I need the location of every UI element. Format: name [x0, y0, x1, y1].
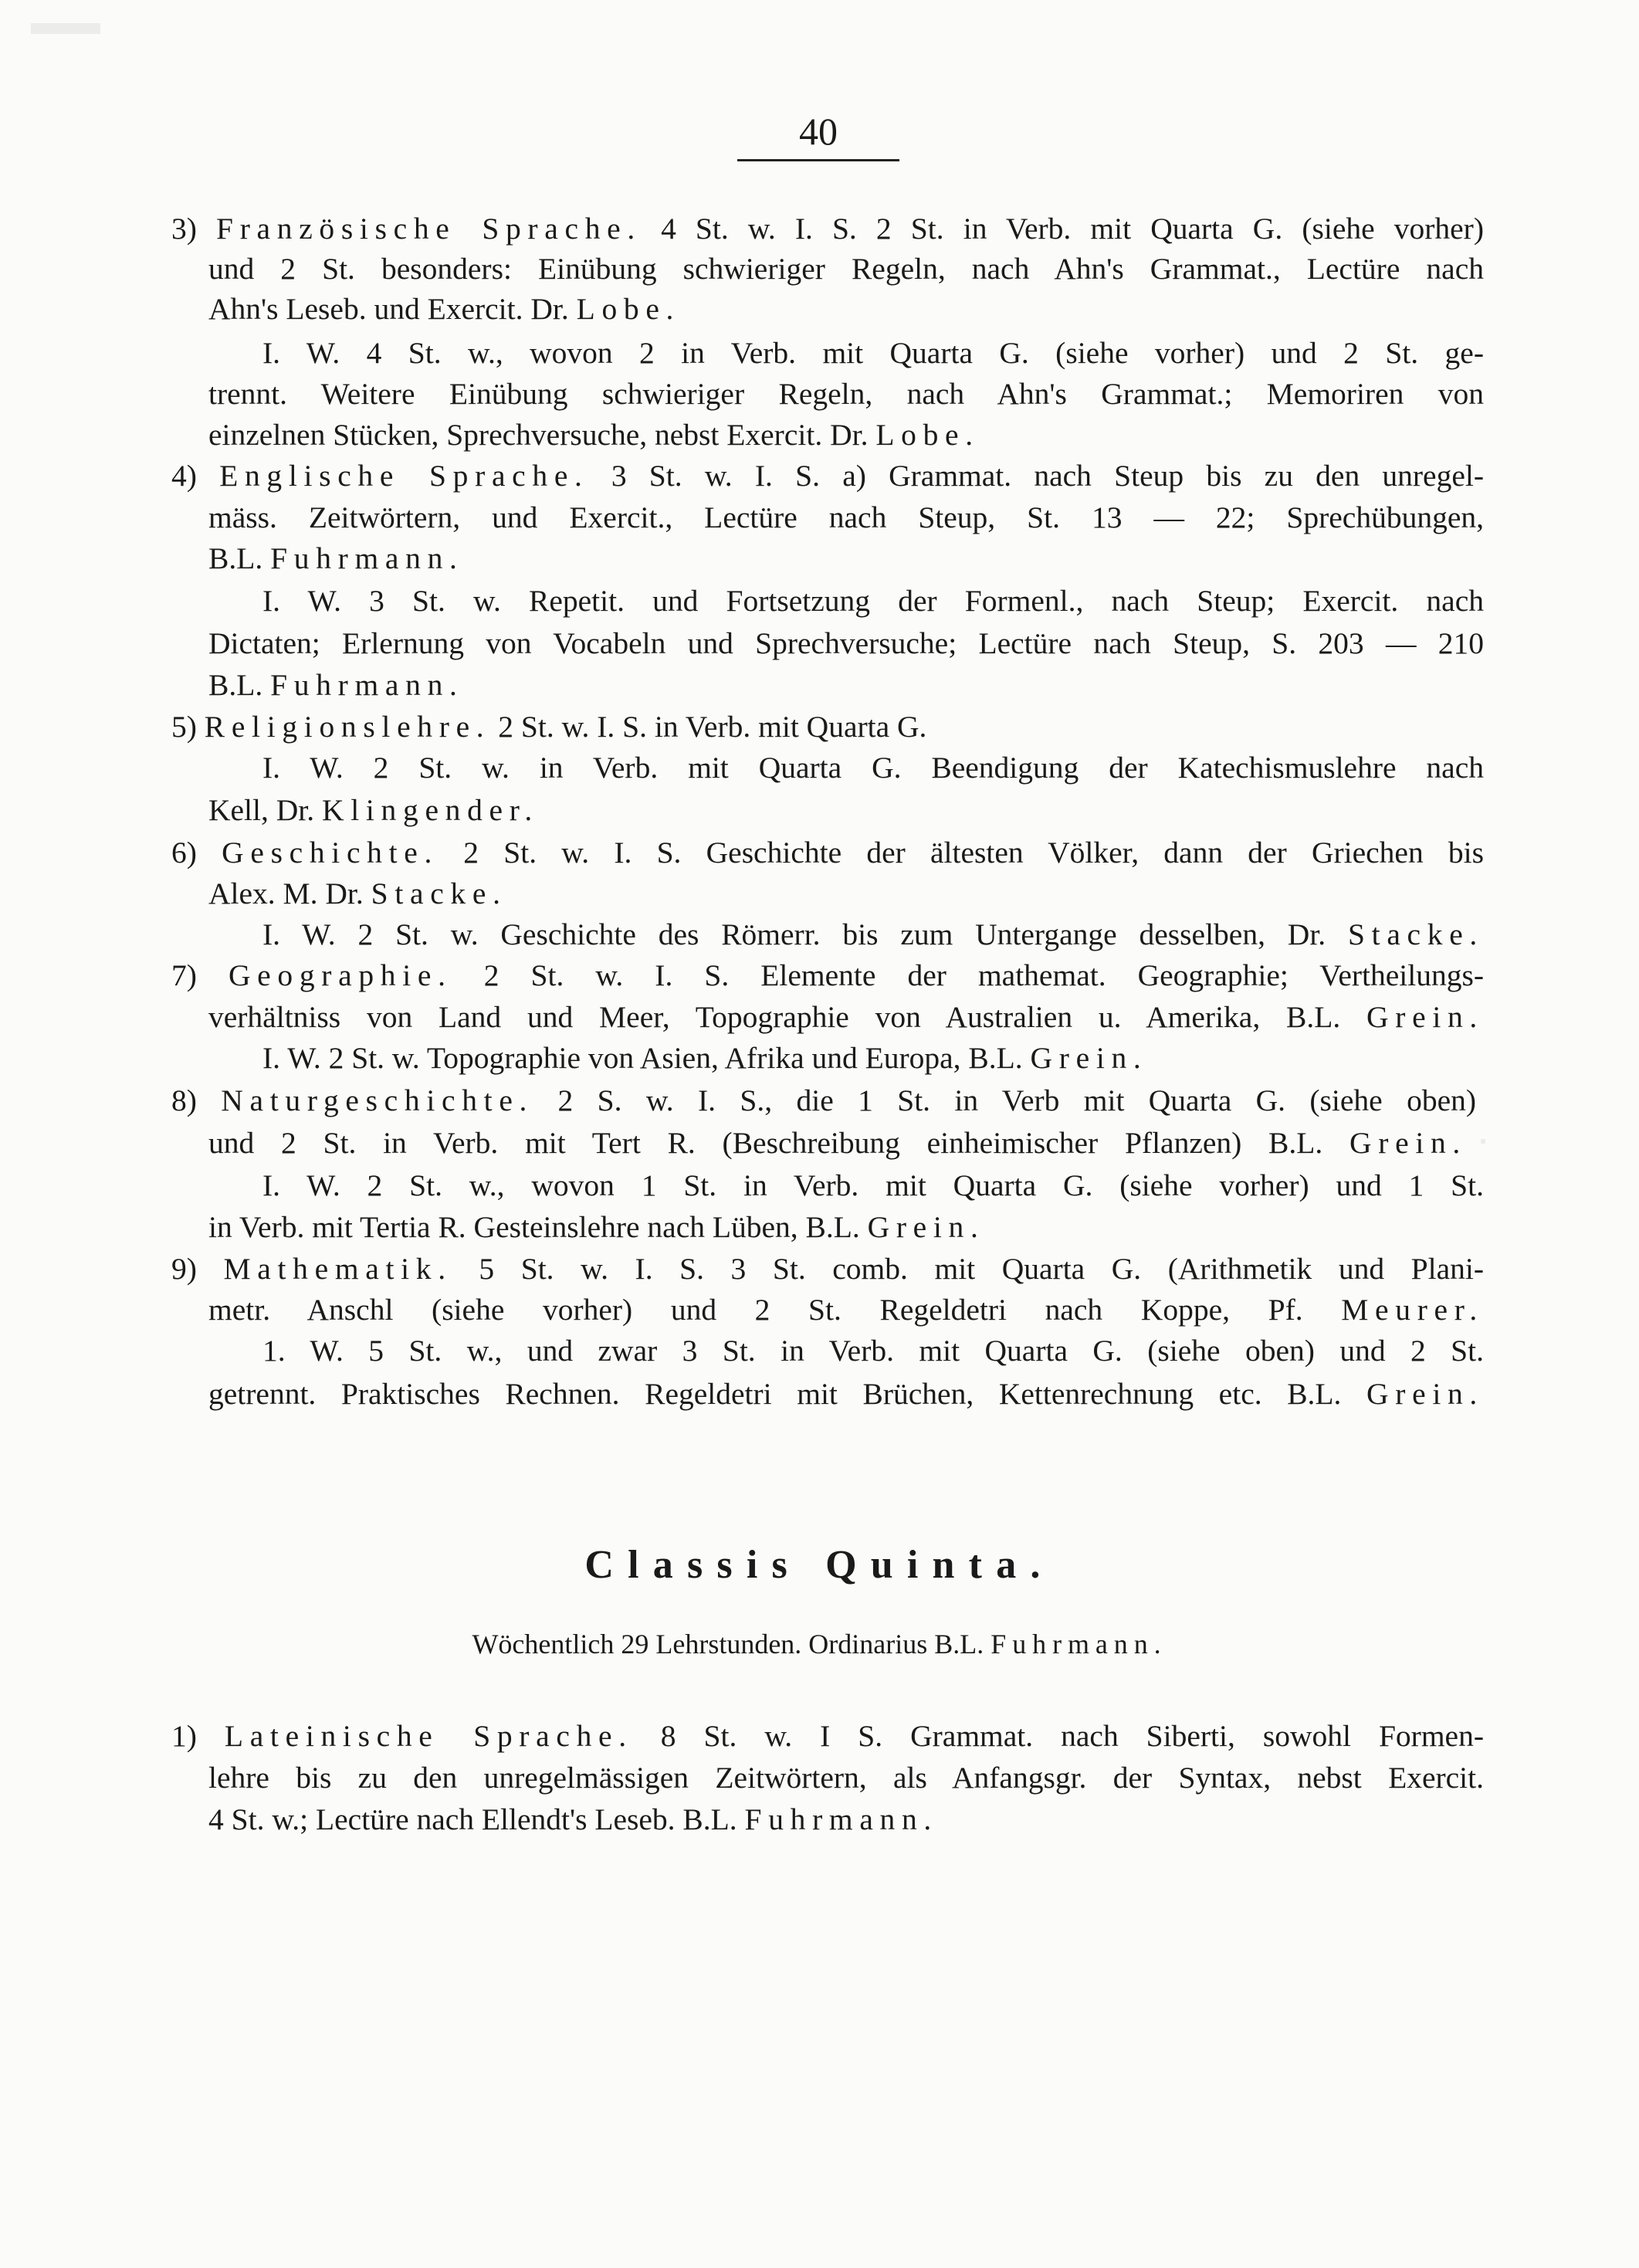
- spaced-term: Mathematik.: [223, 1252, 452, 1286]
- spaced-term: Grein.: [1349, 1126, 1467, 1160]
- line-text: Dictaten; Erlernung von Vocabeln und Sprechversuche; Lectüre nach Steup, S. 203 — 210: [208, 626, 1484, 660]
- subheading-teacher: Fuhrmann.: [991, 1629, 1167, 1659]
- line-text: I. W. 2 St. w., wovon 1 St. in Verb. mit Quarta G. (siehe vorher) und 1 St.: [262, 1168, 1484, 1202]
- spaced-term: Geographie.: [228, 958, 452, 992]
- line-text: 2 S. w. I. S., die 1 St. in Verb mit Quarta G. (siehe oben): [533, 1083, 1476, 1117]
- text-line: [208, 665, 749, 705]
- line-text: metr. Anschl (siehe vorher) und 2 St. Regeldetri nach Koppe, Pf.: [208, 1293, 1342, 1327]
- text-line: [208, 1758, 1484, 1798]
- text-line: [208, 289, 980, 329]
- line-text: I. W. 2 St. w. in Verb. mit Quarta G. Beendigung der Katechismuslehre nach: [262, 751, 1484, 785]
- text-line: [208, 374, 1484, 414]
- spaced-term: Französische Sprache.: [216, 212, 642, 246]
- spaced-term: Naturgeschichte.: [221, 1083, 534, 1117]
- line-text: Alex. M. Dr.: [208, 876, 371, 910]
- text-line: [171, 832, 1484, 873]
- line-text: lehre bis zu den unregelmässigen Zeitwörtern, als Anfangsgr. der Syntax, nebst Exercit.: [208, 1761, 1484, 1795]
- text-line: [208, 1799, 1135, 1839]
- text-line: [171, 1716, 1484, 1756]
- line-text: 4): [171, 459, 220, 493]
- line-text: einzelnen Stücken, Sprechversuche, nebst Exercit. Dr.: [208, 418, 876, 452]
- text-line: [262, 581, 1484, 621]
- line-text: 3): [171, 212, 217, 246]
- line-text: 7): [171, 958, 229, 992]
- text-line: [208, 1374, 1484, 1414]
- spaced-term: Stacke.: [1348, 917, 1484, 951]
- line-text: 2 St. w. I. S. Geschichte der ältesten Völker, dann der Griechen bis: [439, 836, 1484, 870]
- text-line: [171, 955, 1484, 995]
- line-text: getrennt. Praktisches Rechnen. Regeldetri mit Brüchen, Kettenrechnung etc. B.L.: [208, 1377, 1367, 1411]
- spaced-term: Geschichte.: [222, 836, 439, 870]
- line-text: 9): [171, 1252, 224, 1286]
- line-text: in Verb. mit Tertia R. Gesteinslehre nach Lüben, B.L.: [208, 1210, 868, 1244]
- text-line: [208, 1123, 1467, 1163]
- spaced-term: Englische Sprache.: [219, 459, 589, 493]
- text-line: [208, 623, 1484, 663]
- line-text: 6): [171, 836, 222, 870]
- text-line: [171, 456, 1484, 496]
- text-line: [208, 873, 826, 914]
- text-line: [171, 1249, 1484, 1289]
- text-line: [208, 997, 1484, 1037]
- paper-speckle: [31, 23, 100, 34]
- paper-speckle: [1481, 1139, 1485, 1144]
- line-text: I. W. 4 St. w., wovon 2 in Verb. mit Quarta G. (siehe vorher) und 2 St. ge-: [262, 336, 1484, 370]
- line-text: 1): [171, 1719, 225, 1753]
- line-text: 8 St. w. I S. Grammat. nach Siberti, sowohl Formen-: [632, 1719, 1484, 1753]
- section-heading: Classis Quinta.: [584, 1543, 1055, 1587]
- line-text: mäss. Zeitwörtern, und Exercit., Lectüre nach Steup, St. 13 — 22; Sprechübungen,: [208, 500, 1484, 534]
- spaced-term: Stacke.: [371, 876, 507, 910]
- line-text: 5 St. w. I. S. 3 St. comb. mit Quarta G. (Arithmetik und Plani-: [452, 1252, 1484, 1286]
- text-line: [208, 790, 826, 830]
- spaced-term: Grein.: [1030, 1041, 1148, 1075]
- text-line: [262, 914, 1484, 954]
- text-line: [262, 1165, 1484, 1205]
- line-text: und 2 St. besonders: Einübung schwieriger Regeln, nach Ahn's Grammat., Lectüre nach: [208, 252, 1484, 286]
- spaced-term: Lobe.: [576, 292, 681, 326]
- line-text: 4 St. w.; Lectüre nach Ellendt's Leseb. B.L.: [208, 1802, 745, 1836]
- line-text: I. W. 2 St. w. Topographie von Asien, Afrika und Europa, B.L.: [262, 1041, 1031, 1075]
- line-text: 8): [171, 1083, 222, 1117]
- spaced-term: Fuhrmann.: [270, 668, 464, 702]
- spaced-term: Religionslehre.: [204, 710, 491, 744]
- text-line: [171, 707, 1098, 747]
- line-text: verhältniss von Land und Meer, Topographie von Australien u. Amerika, B.L.: [208, 1000, 1367, 1034]
- text-line: [208, 497, 1484, 537]
- text-line: [171, 1080, 1476, 1120]
- line-text: B.L.: [208, 668, 271, 702]
- spaced-term: Klingender.: [322, 793, 539, 827]
- text-line: [208, 415, 980, 455]
- text-line: [262, 1038, 1266, 1078]
- text-line: [171, 208, 1484, 249]
- spaced-term: Meurer.: [1341, 1293, 1484, 1327]
- spaced-term: Fuhrmann.: [744, 1802, 938, 1836]
- text-line: [208, 538, 749, 578]
- spaced-term: Grein.: [867, 1210, 985, 1244]
- line-text: I. W. 3 St. w. Repetit. und Fortsetzung der Formenl., nach Steup; Exercit. nach: [262, 584, 1484, 618]
- text-line: [262, 333, 1484, 373]
- page-number: 40: [799, 110, 838, 153]
- text-line: [208, 1290, 1484, 1330]
- subheading-text: Wöchentlich 29 Lehrstunden. Ordinarius B.L.: [472, 1629, 991, 1659]
- spaced-term: Grein.: [1366, 1377, 1484, 1411]
- line-text: Ahn's Leseb. und Exercit. Dr.: [208, 292, 577, 326]
- spaced-term: Lateinische Sprache.: [224, 1719, 633, 1753]
- line-text: trennt. Weitere Einübung schwieriger Regeln, nach Ahn's Grammat.; Memoriren von: [208, 377, 1484, 411]
- text-line: [208, 1207, 1212, 1247]
- text-line: [208, 249, 1484, 289]
- line-text: Kell, Dr.: [208, 793, 323, 827]
- line-text: 5): [171, 710, 205, 744]
- line-text: 4 St. w. I. S. 2 St. in Verb. mit Quarta G. (siehe vorher): [641, 212, 1484, 246]
- line-text: 2 St. w. I. S. Elemente der mathemat. Geographie; Vertheilungs-: [452, 958, 1484, 992]
- spaced-term: Fuhrmann.: [270, 541, 464, 575]
- spaced-term: Grein.: [1366, 1000, 1484, 1034]
- page-number-rule: [737, 159, 899, 161]
- text-line: [262, 748, 1484, 788]
- text-line: [262, 1331, 1484, 1371]
- line-text: B.L.: [208, 541, 271, 575]
- line-text: I. W. 2 St. w. Geschichte des Römerr. bis zum Untergange desselben, Dr.: [262, 917, 1348, 951]
- spaced-term: Lobe.: [875, 418, 980, 452]
- line-text: 3 St. w. I. S. a) Grammat. nach Steup bis zu den unregel-: [588, 459, 1484, 493]
- line-text: und 2 St. in Verb. mit Tert R. (Beschreibung einheimischer Pflanzen) B.L.: [208, 1126, 1350, 1160]
- section-subheading: [0, 1626, 1639, 1663]
- line-text: 2 St. w. I. S. in Verb. mit Quarta G.: [490, 710, 927, 744]
- line-text: 1. W. 5 St. w., und zwar 3 St. in Verb. mit Quarta G. (siehe oben) und 2 St.: [262, 1334, 1484, 1368]
